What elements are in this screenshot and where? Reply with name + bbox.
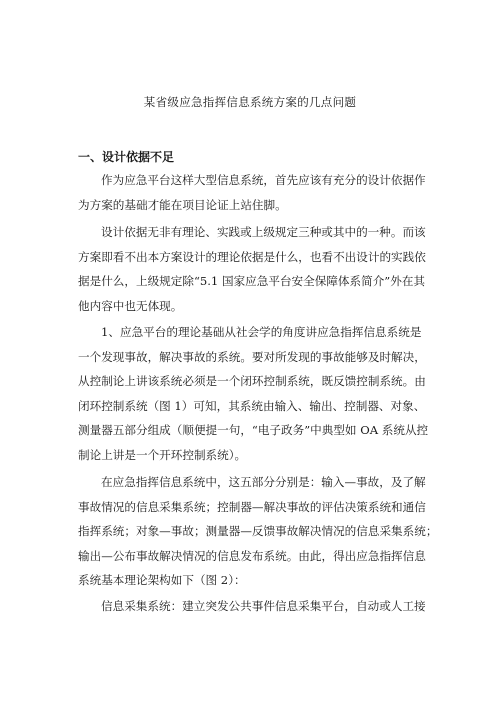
paragraph [78,594,430,619]
text-line: 1、应急平台的理论基础从社会学的角度讲应急指挥信息系统是 [101,325,422,339]
text-line: 信息采集系统：建立突发公共事件信息采集平台，自动或人工接 [101,599,426,613]
section-heading: 一、设计依据不足 [78,150,175,164]
text-line: 方案即看不出本方案设计的理论依据是什么，也看不出设计的实践依 [78,249,426,264]
text-line: 事故情况的信息采集系统；控制器—解决事故的评估决策系统和通信 [78,499,426,514]
text-line: 系统基本理论架构如下（图 2）： [78,573,246,588]
document-title: 某省级应急指挥信息系统方案的几点问题 [143,95,357,109]
text-line: 一个发现事故，解决事故的系统。要对所发现的事故能够及时解决， [78,349,426,364]
text-line: 据是什么，上级规定除“5.1 国家应急平台安全保障体系简介”外在其 [78,274,426,289]
text-line: 输出—公布事故解决情况的信息发布系统。由此，得出应急指挥信息 [78,548,426,563]
paragraph [78,320,430,468]
text-line: 闭环控制系统（图 1）可知，其系统由输入、输出、控制器、对象、 [78,398,426,413]
paragraph [78,220,430,318]
text-line: 制论上讲是一个开环控制系统）。 [78,447,247,462]
paragraph [78,168,430,217]
text-line: 从控制论上讲该系统必须是一个闭环控制系统，既反馈控制系统。由 [78,374,426,389]
text-line: 作为应急平台这样大型信息系统，首先应该有充分的设计依据作 [101,173,426,187]
text-line: 指挥系统；对象—事故；测量器—反馈事故解决情况的信息采集系统； [78,524,438,539]
text-line: 为方案的基础才能在项目论证上站住脚。 [78,197,287,212]
text-line: 在应急指挥信息系统中，这五部分分别是：输入—事故，及了解 [101,475,426,489]
text-line: 他内容中也无体现。 [78,298,183,313]
text-line: 测量器五部分组成（顺便提一句，“电子政务”中典型如 OA 系统从控 [78,423,429,438]
text-line: 设计依据无非有理论、实践或上级规定三种或其中的一种。而该 [101,225,426,239]
paragraph [78,470,438,593]
